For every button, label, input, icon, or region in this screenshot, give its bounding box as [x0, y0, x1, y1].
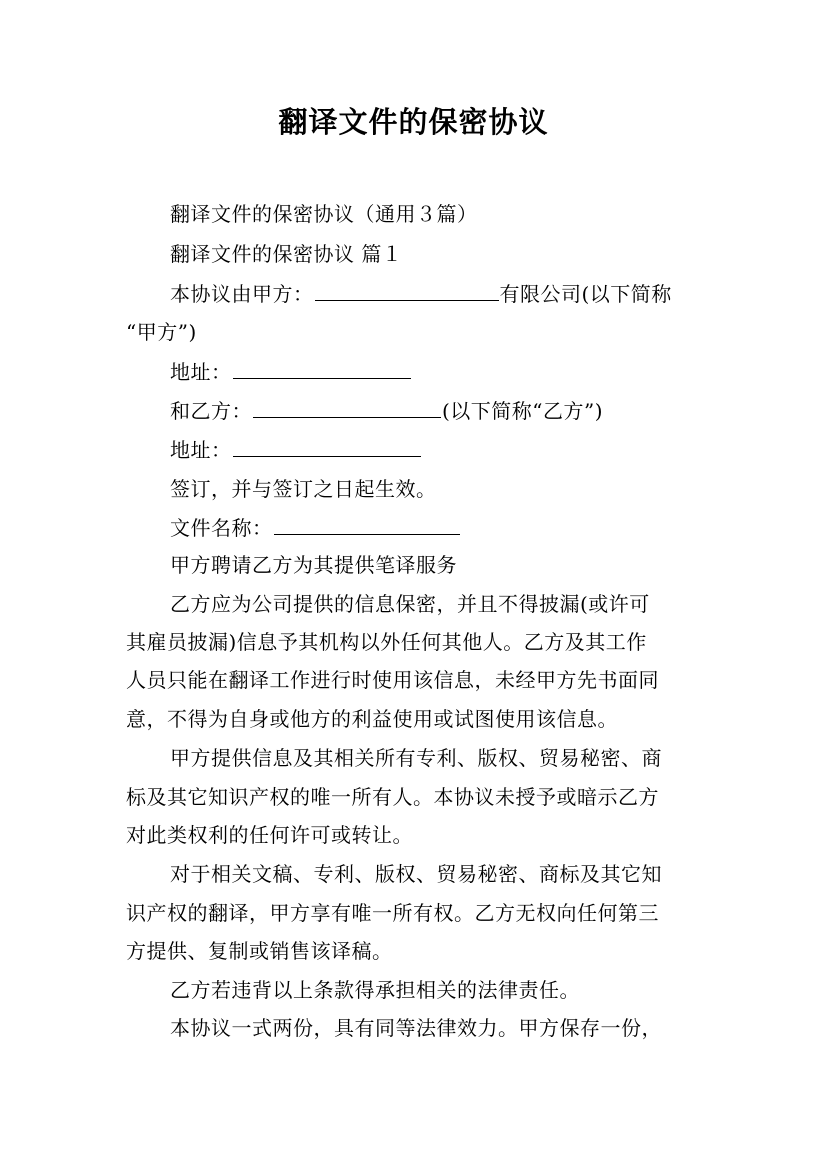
address-line-1: [170, 356, 412, 385]
heading-part: 翻译文件的保密协议 篇１: [170, 242, 403, 266]
file-name-line: [170, 512, 461, 541]
party-b-blank: [253, 416, 441, 418]
party-a-alias: “甲方”): [126, 320, 197, 344]
service-line: 甲方聘请乙方为其提供笔译服务: [170, 553, 457, 577]
para1-line: 乙方应为公司提供的信息保密，并且不得披漏(或许可: [170, 592, 650, 616]
para2-line: 甲方提供信息及其相关所有专利、版权、贸易秘密、商: [170, 746, 662, 770]
file-name-blank: [274, 533, 460, 535]
para3-line: 方提供、复制或销售该译稿。: [126, 939, 393, 963]
address-label-1: 地址：: [170, 360, 232, 384]
document-title: 翻译文件的保密协议: [278, 105, 549, 139]
para2-line: 对此类权利的任何许可或转让。: [126, 823, 413, 847]
para3-line: 识产权的翻译，甲方享有唯一所有权。乙方无权向任何第三: [126, 901, 659, 925]
para1-line: 意，不得为自身或他方的利益使用或试图使用该信息。: [126, 707, 618, 731]
para4-line: 乙方若违背以上条款得承担相关的法律责任。: [170, 978, 580, 1002]
party-a-line: [170, 278, 672, 307]
para2-line: 标及其它知识产权的唯一所有人。本协议未授予或暗示乙方: [126, 785, 659, 809]
party-b-suffix: (以下简称“乙方”): [442, 399, 604, 423]
address-label-2: 地址：: [170, 438, 232, 462]
para5-line: 本协议一式两份，具有同等法律效力。甲方保存一份，: [170, 1016, 662, 1040]
party-a-prefix: 本协议由甲方：: [170, 282, 314, 306]
para1-line: 人员只能在翻译工作进行时使用该信息，未经甲方先书面同: [126, 668, 659, 692]
para1-line: 其雇员披漏)信息予其机构以外任何其他人。乙方及其工作: [126, 630, 647, 654]
party-a-blank: [315, 299, 499, 301]
file-name-label: 文件名称：: [170, 516, 273, 540]
signed-line: 签订，并与签订之日起生效。: [170, 477, 437, 501]
party-b-prefix: 和乙方：: [170, 399, 252, 423]
party-b-line: [170, 395, 603, 424]
address-blank-1: [233, 377, 411, 379]
address-line-2: [170, 434, 422, 463]
heading-general: 翻译文件的保密协议（通用３篇）: [170, 202, 478, 226]
party-a-suffix: 有限公司(以下简称: [499, 282, 672, 306]
address-blank-2: [233, 455, 421, 457]
para3-line: 对于相关文稿、专利、版权、贸易秘密、商标及其它知: [170, 862, 662, 886]
